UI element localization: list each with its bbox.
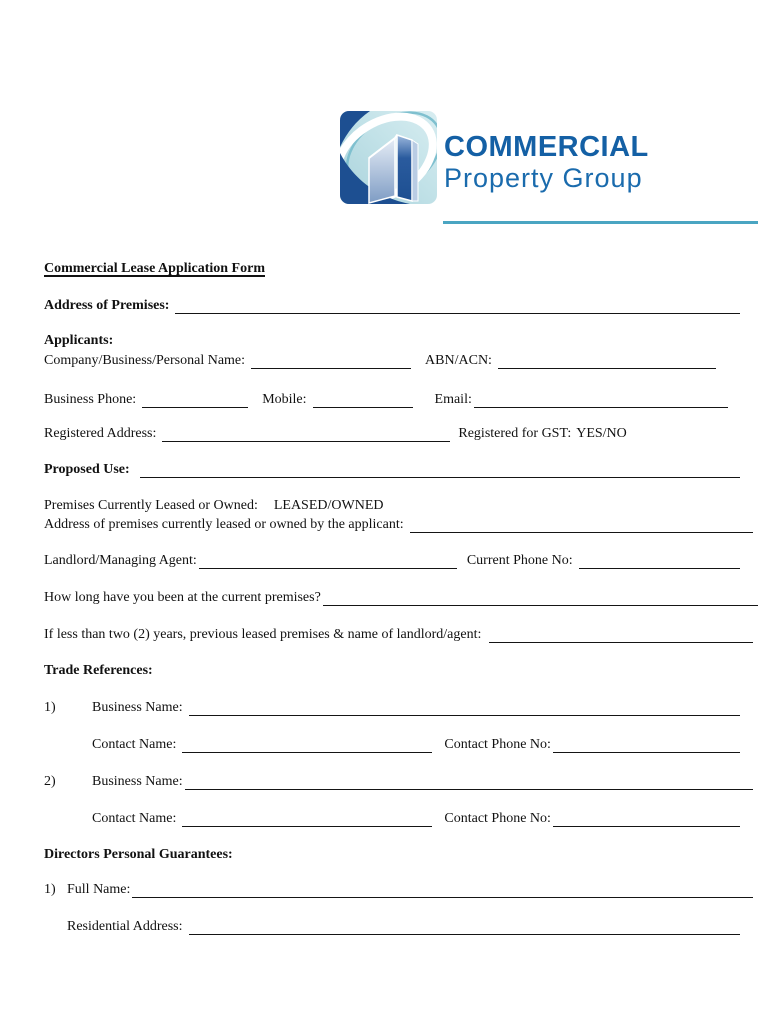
- ref2-contact-phone-field[interactable]: [553, 809, 740, 827]
- director1-residential-address-label: Residential Address:: [67, 919, 183, 934]
- ref2-business-name-field[interactable]: [185, 772, 753, 790]
- landlord-agent-field[interactable]: [199, 551, 457, 569]
- applicants-heading: Applicants:: [44, 333, 114, 348]
- email-field[interactable]: [474, 390, 728, 408]
- abn-acn-label: ABN/ACN:: [425, 353, 492, 368]
- company-logo-text: [444, 132, 656, 194]
- landlord-agent-row: [44, 551, 740, 569]
- ref2-business-name-row: [44, 772, 740, 790]
- current-phone-field[interactable]: [579, 551, 740, 569]
- trade-references-heading-row: [44, 662, 740, 679]
- current-premises-address-row: [44, 515, 740, 533]
- ref1-contact-row: [44, 735, 740, 753]
- form-title-row: [44, 260, 740, 277]
- ref1-number: 1): [44, 700, 56, 715]
- ref2-contact-name-field[interactable]: [182, 809, 432, 827]
- current-premises-address-label: Address of premises currently leased or owned by the applicant:: [44, 517, 404, 532]
- current-premises-address-field[interactable]: [410, 515, 753, 533]
- ref2-number: 2): [44, 774, 56, 789]
- mobile-field[interactable]: [313, 390, 413, 408]
- ref1-business-name-label: Business Name:: [92, 700, 183, 715]
- abn-acn-field[interactable]: [498, 351, 716, 369]
- address-of-premises-label: Address of Premises:: [44, 298, 170, 313]
- current-phone-label: Current Phone No:: [466, 553, 573, 568]
- premises-duration-field[interactable]: [323, 588, 758, 606]
- premises-leased-owned-row: [44, 497, 740, 514]
- brand-name-line2: Property Group: [444, 163, 643, 193]
- mobile-label: Mobile:: [262, 392, 307, 407]
- company-name-field[interactable]: [251, 351, 411, 369]
- ref1-business-name-field[interactable]: [189, 698, 740, 716]
- registered-address-row: [44, 424, 740, 442]
- ref1-contact-name-label: Contact Name:: [92, 737, 177, 752]
- ref2-contact-name-label: Contact Name:: [92, 811, 177, 826]
- company-logo: [340, 111, 655, 206]
- brand-name-line1: COMMERCIAL: [444, 131, 649, 163]
- ref1-contact-phone-label: Contact Phone No:: [444, 737, 551, 752]
- premises-leased-owned-label: Premises Currently Leased or Owned:: [44, 498, 258, 513]
- proposed-use-field[interactable]: [140, 460, 740, 478]
- ref2-business-name-label: Business Name:: [92, 774, 183, 789]
- proposed-use-label: Proposed Use:: [44, 462, 130, 477]
- address-of-premises-row: [44, 296, 740, 314]
- director1-full-name-field[interactable]: [132, 880, 753, 898]
- directors-guarantees-heading-row: [44, 846, 740, 863]
- registered-address-field[interactable]: [162, 424, 450, 442]
- company-name-label: Company/Business/Personal Name:: [44, 353, 246, 368]
- previous-premises-field[interactable]: [489, 625, 753, 643]
- proposed-use-row: [44, 460, 740, 478]
- premises-duration-label: How long have you been at the current premises?: [44, 590, 321, 605]
- ref2-contact-phone-label: Contact Phone No:: [444, 811, 551, 826]
- email-label: Email:: [434, 392, 472, 407]
- form-title: Commercial Lease Application Form: [44, 261, 265, 276]
- previous-premises-row: [44, 625, 740, 643]
- phones-row: [44, 390, 740, 408]
- applicants-heading-row: [44, 332, 740, 349]
- gst-options: YES/NO: [576, 426, 627, 441]
- director1-residential-address-row: [44, 917, 740, 935]
- business-phone-label: Business Phone:: [44, 392, 137, 407]
- address-of-premises-field[interactable]: [175, 296, 740, 314]
- director1-residential-address-field[interactable]: [189, 917, 741, 935]
- buildings-swoosh-logo-icon: [340, 111, 437, 204]
- registered-address-label: Registered Address:: [44, 426, 157, 441]
- landlord-agent-label: Landlord/Managing Agent:: [44, 553, 197, 568]
- trade-references-heading: Trade References:: [44, 663, 153, 678]
- business-phone-field[interactable]: [142, 390, 248, 408]
- director1-full-name-row: [44, 880, 740, 898]
- ref1-contact-phone-field[interactable]: [553, 735, 740, 753]
- previous-premises-label: If less than two (2) years, previous leased premises & name of landlord/agent:: [44, 627, 482, 642]
- ref1-contact-name-field[interactable]: [182, 735, 432, 753]
- company-name-row: [44, 351, 740, 369]
- gst-label: Registered for GST:: [458, 426, 572, 441]
- ref1-business-name-row: [44, 698, 740, 716]
- logo-underline-rule: [443, 221, 758, 224]
- directors-guarantees-heading: Directors Personal Guarantees:: [44, 847, 233, 862]
- director1-full-name-label: Full Name:: [67, 882, 131, 897]
- ref2-contact-row: [44, 809, 740, 827]
- director1-number: 1): [44, 882, 56, 897]
- form-body: [44, 260, 740, 954]
- leased-owned-options: LEASED/OWNED: [273, 498, 384, 513]
- premises-duration-row: [44, 588, 740, 606]
